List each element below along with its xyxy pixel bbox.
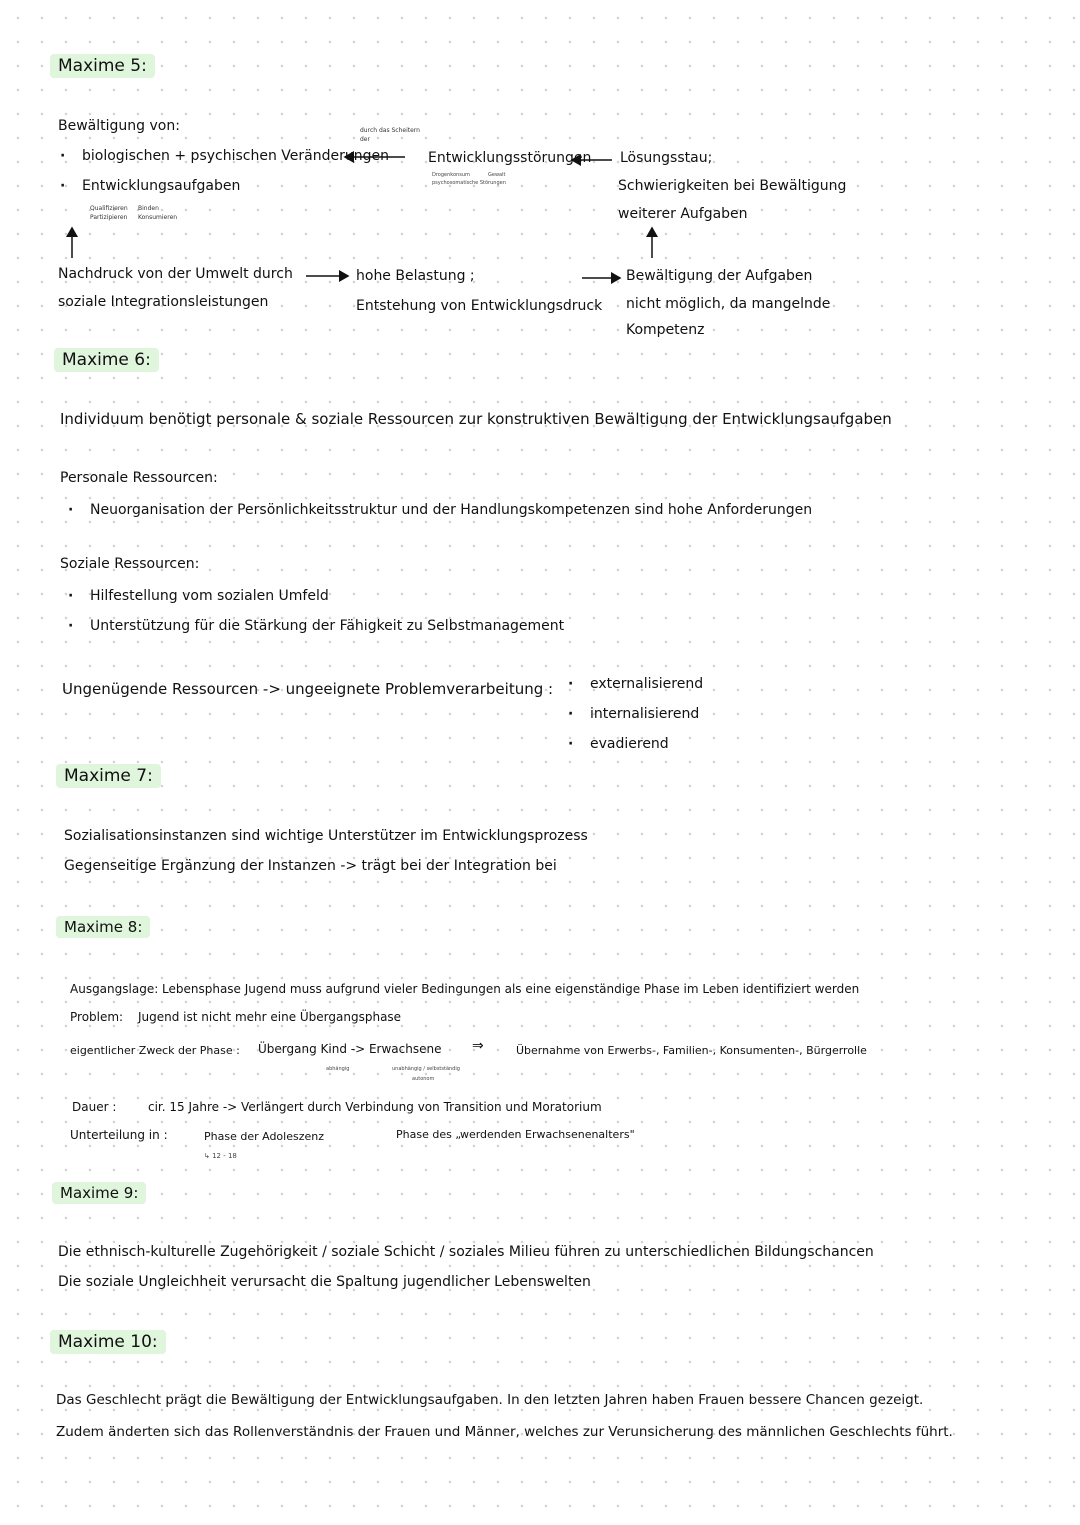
problem-label: Problem: (70, 1010, 124, 1024)
social-resources-heading: Soziale Ressourcen: (60, 556, 200, 572)
solution-jam-title: Lösungsstau; (620, 150, 713, 166)
through-failing-note: durch das Scheitern der (360, 127, 420, 143)
processing-evading: · evadierend (590, 736, 669, 752)
development-disorders: Entwicklungsstörungen (428, 150, 592, 166)
solution-jam-line1: Schwierigkeiten bei Bewältigung (618, 178, 847, 194)
phase-adolescence: Phase der Adoleszenz (204, 1130, 324, 1143)
maxime-10-line-1: Das Geschlecht prägt die Bewältigung der Entwicklungsaufgaben. In den letzten Jahren haben Frauen bessere Chancen gezeigt. (56, 1392, 924, 1408)
pressure-line2: soziale Integrationsleistungen (58, 294, 269, 310)
coping-heading: Bewältigung von: (58, 118, 180, 134)
problem-text: Jugend ist nicht mehr eine Übergangsphase (138, 1010, 402, 1024)
social-resources-item-2: · Unterstützung für die Stärkung der Fähigkeit zu Selbstmanagement (90, 618, 564, 634)
personal-resources-item: · Neuorganisation der Persönlichkeitsstruktur und der Handlungskompetenzen sind hohe Anforderungen (90, 502, 812, 518)
impossible-line2: nicht möglich, da mangelnde (626, 296, 831, 312)
role-takeover: Übernahme von Erwerbs-, Familien-, Konsumenten-, Bürgerrolle (516, 1044, 867, 1057)
maxime-6-statement: Individuum benötigt personale & soziale Ressourcen zur konstruktiven Bewältigung der Entwicklungsaufgaben (60, 410, 892, 428)
duration-label: Dauer : (72, 1100, 117, 1114)
maxime-9-line-1: Die ethnisch-kulturelle Zugehörigkeit / soziale Schicht / soziales Milieu führen zu unterschiedlichen Bildungschancen (58, 1244, 874, 1260)
starting-situation-label: Ausgangslage: (70, 982, 159, 996)
task-bind: Binden (138, 205, 159, 212)
maxime-10-line-2: Zudem änderten sich das Rollenverständnis der Frauen und Männer, welches zur Verunsicherung des männlichen Geschlechts führt. (56, 1424, 953, 1440)
task-participate: Partizipieren (90, 214, 128, 221)
coping-item-changes: · biologischen + psychischen Veränderungen (82, 148, 389, 164)
disorder-psychosomatic: psychosomatische Störungen (432, 180, 506, 186)
duration-text: cir. 15 Jahre -> Verlängert durch Verbindung von Transition und Moratorium (148, 1100, 602, 1114)
impossible-line1: Bewältigung der Aufgaben (626, 268, 813, 284)
phase-emerging-adulthood: Phase des „werdenden Erwachsenenalters" (396, 1128, 635, 1141)
disorder-violence: Gewalt (488, 172, 506, 178)
pressure-line1: Nachdruck von der Umwelt durch (58, 266, 293, 282)
maxime-5-heading: Maxime 5: (50, 54, 155, 78)
maxime-9-heading: Maxime 9: (52, 1182, 146, 1204)
division-label: Unterteilung in : (70, 1128, 168, 1142)
purpose-text: Übergang Kind -> Erwachsene (258, 1042, 442, 1056)
solution-jam-line2: weiterer Aufgaben (618, 206, 748, 222)
maxime-10-heading: Maxime 10: (50, 1330, 166, 1354)
task-qualify: Qualifizieren (90, 205, 128, 212)
maxime-7-line-2: Gegenseitige Ergänzung der Instanzen -> trägt bei der Integration bei (64, 858, 557, 874)
child-note: abhängig (326, 1066, 350, 1072)
phase-adolescence-age: ↳ 12 - 18 (204, 1152, 237, 1160)
processing-internalizing: · internalisierend (590, 706, 699, 722)
insufficient-resources: Ungenügende Ressourcen -> ungeeignete Problemverarbeitung : (62, 680, 554, 698)
social-resources-item-1: · Hilfestellung vom sozialen Umfeld (90, 588, 329, 604)
processing-externalizing: · externalisierend (590, 676, 703, 692)
load-line2: Entstehung von Entwicklungsdruck (356, 298, 603, 314)
load-line1: hohe Belastung ; (356, 268, 475, 284)
task-consume: Konsumieren (138, 214, 178, 221)
maxime-5-arrows (0, 0, 1080, 400)
maxime-6-heading: Maxime 6: (54, 348, 159, 372)
adult-note-autonomous: autonom (412, 1076, 435, 1082)
maxime-8-heading: Maxime 8: (56, 916, 150, 938)
maxime-7-heading: Maxime 7: (56, 764, 161, 788)
disorder-drugs: Drogenkonsum (432, 172, 470, 178)
purpose-label: eigentlicher Zweck der Phase : (70, 1044, 240, 1057)
personal-resources-heading: Personale Ressourcen: (60, 470, 218, 486)
starting-situation-text: Lebensphase Jugend muss aufgrund vieler Bedingungen als eine eigenständige Phase im Leben identifiziert werden (162, 982, 860, 996)
implies-arrow: ⇒ (472, 1038, 484, 1054)
impossible-line3: Kompetenz (626, 322, 705, 338)
adult-note: unabhängig / selbstständig (392, 1066, 460, 1072)
maxime-9-line-2: Die soziale Ungleichheit verursacht die Spaltung jugendlicher Lebenswelten (58, 1274, 591, 1290)
maxime-7-line-1: Sozialisationsinstanzen sind wichtige Unterstützer im Entwicklungsprozess (64, 828, 588, 844)
coping-item-tasks: · Entwicklungsaufgaben (82, 178, 240, 194)
